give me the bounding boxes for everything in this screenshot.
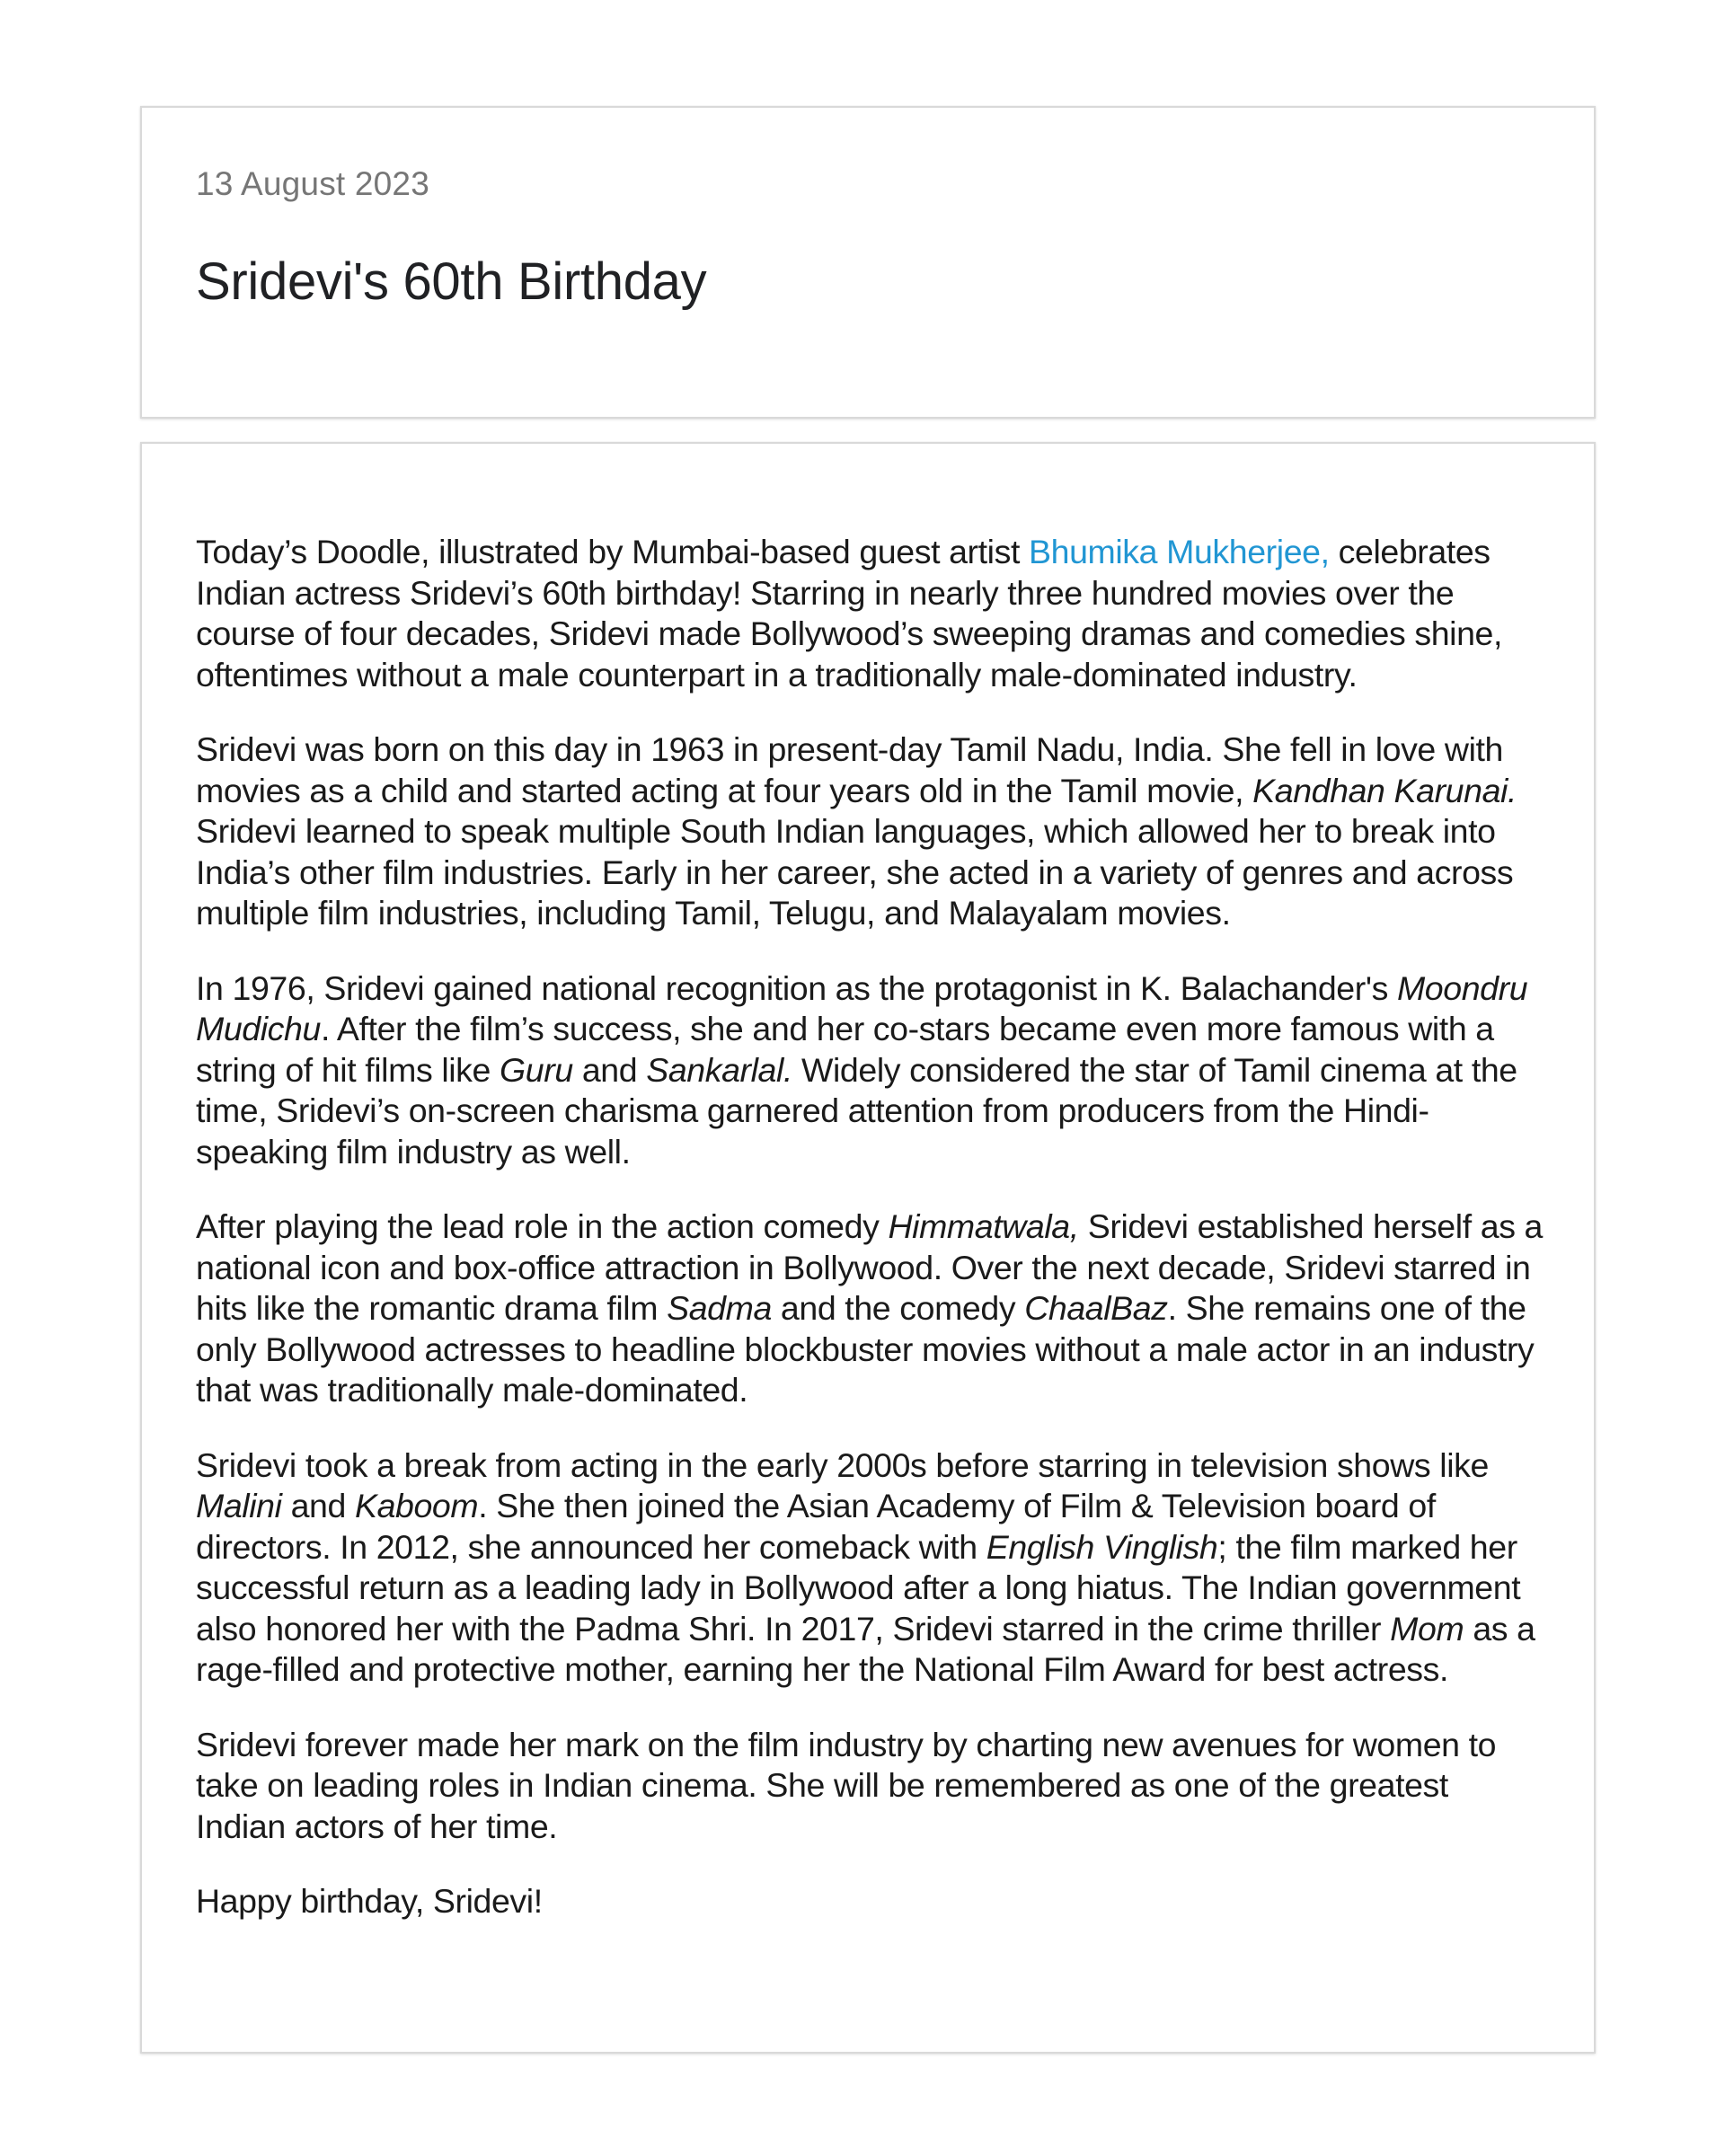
paragraph-text: as a rage-filled and protective mother, earning her the National Film Award for best actress. (196, 1609, 1535, 1688)
paragraph-text: Sridevi took a break from acting in the early 2000s before starring in television shows like (196, 1445, 1489, 1484)
article-closing-line: Happy birthday, Sridevi! (196, 1882, 543, 1920)
movie-title: ChaalBaz (1024, 1289, 1168, 1327)
paragraph-text: After playing the lead role in the action comedy (196, 1207, 889, 1245)
paragraph-text: . She then joined the Asian Academy of Film & Television board of directors. In 2012, she announced her comeback with (196, 1487, 1436, 1566)
paragraph-text: . After the film’s success, she and her co-stars became even more famous with a string of hit films like (196, 1010, 1494, 1089)
movie-title: English Vinglish (986, 1527, 1218, 1566)
article-paragraph-4 (196, 1206, 1544, 1411)
paragraph-text: . She remains one of the only Bollywood actresses to headline blockbuster movies without a male actor in an industry that was traditionally male-dominated. (196, 1289, 1535, 1409)
article-paragraph-1 (196, 532, 1544, 695)
paragraph-text: Widely considered the star of Tamil cinema at the time, Sridevi’s on-screen charisma garnered attention from producers from the Hindi-speaking film industry as well. (196, 1050, 1517, 1171)
movie-title: Kandhan Karunai. (1252, 771, 1517, 809)
paragraph-text: Today’s Doodle, illustrated by Mumbai-based guest artist (196, 533, 1029, 570)
post-body-card (140, 442, 1596, 2054)
paragraph-text: and the comedy (771, 1289, 1025, 1327)
show-title: Kaboom (354, 1487, 479, 1524)
article-body (196, 532, 1544, 1957)
movie-title: Mom (1390, 1609, 1464, 1648)
post-title: Sridevi's 60th Birthday (196, 252, 707, 311)
movie-title: Sadma (667, 1289, 772, 1327)
article-paragraph-6: Sridevi forever made her mark on the film industry by charting new avenues for women to take on leading roles in Indian cinema. She will be remembered as one of the greatest Indian actors of her time. (196, 1725, 1497, 1845)
paragraph-text: In 1976, Sridevi gained national recognition as the protagonist in K. Balachander's (196, 968, 1397, 1007)
paragraph-text: Sridevi learned to speak multiple South Indian languages, which allowed her to break into India’s other film industries. Early in her career, she acted in a variety of genres and across multiple film industries, including Tamil, Telugu, and Malayalam movies. (196, 812, 1514, 932)
movie-title: Himmatwala, (888, 1207, 1079, 1245)
movie-title: Sankarlal. (646, 1050, 792, 1089)
paragraph-text: ; the film marked her successful return as a leading lady in Bollywood after a long hiatus. The Indian government also honored her with the Padma Shri. In 2017, Sridevi starred in the crime thriller (196, 1527, 1521, 1648)
post-date: 13 August 2023 (196, 165, 429, 202)
post-header-card (140, 106, 1596, 419)
article-paragraph-2 (196, 729, 1544, 934)
paragraph-text: and (572, 1050, 647, 1089)
movie-title: Guru (500, 1050, 573, 1089)
paragraph-text: Sridevi was born on this day in 1963 in present-day Tamil Nadu, India. She fell in love with movies as a child and started acting at four years old in the Tamil movie, (196, 730, 1503, 809)
paragraph-text: Sridevi established herself as a national icon and box-office attraction in Bollywood. Over the next decade, Sridevi starred in hits like the romantic drama film (196, 1207, 1544, 1327)
artist-link[interactable]: Bhumika Mukherjee, (1029, 533, 1330, 570)
show-title: Malini (196, 1487, 282, 1524)
article-paragraph-3 (196, 968, 1544, 1173)
paragraph-text: and (281, 1487, 355, 1524)
article-paragraph-5 (196, 1445, 1544, 1691)
movie-title: Moondru Mudichu (196, 968, 1528, 1047)
paragraph-text: celebrates Indian actress Sridevi’s 60th birthday! Starring in nearly three hundred movies over the course of four decades, Sridevi made Bollywood’s sweeping dramas and comedies shine, oftentimes without a male counterpart in a traditionally male-dominated industry. (196, 533, 1503, 694)
